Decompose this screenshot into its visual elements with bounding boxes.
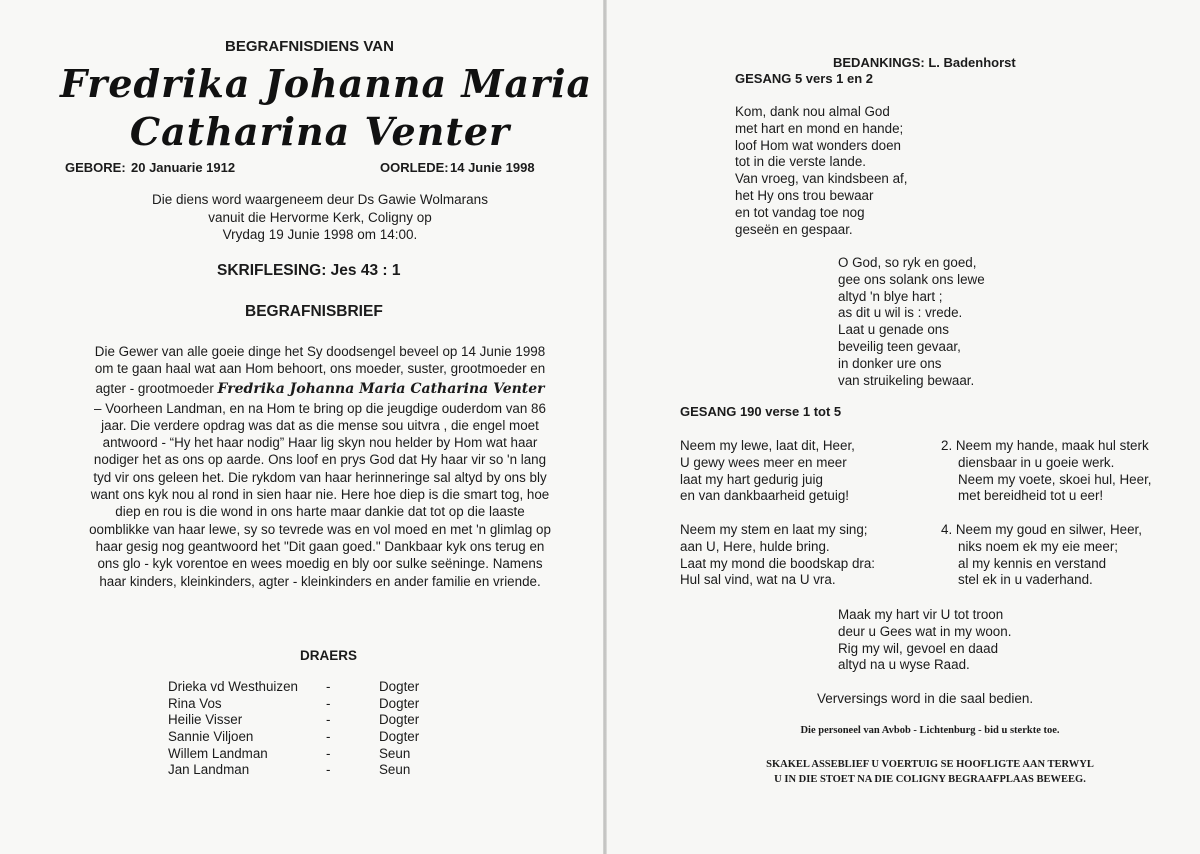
verse-line: stel ek in u vaderhand. — [958, 572, 1093, 588]
verse-line: aan U, Here, hulde bring. — [680, 538, 830, 554]
bearer-relation: Dogter — [379, 712, 420, 728]
letter-line: – Voorheen Landman, en na Hom te bring op die jeugdige ouderdom van 86 — [94, 400, 546, 416]
bearer-dash: - — [326, 762, 331, 778]
verse-line: deur u Gees wat in my woon. — [838, 623, 1012, 639]
verse-line: gee ons solank ons lewe — [838, 271, 985, 287]
hymn1-title: GESANG 5 vers 1 en 2 — [735, 71, 874, 86]
bearers-list — [168, 679, 419, 779]
verse-line: 2. Neem my hande, maak hul sterk — [941, 438, 1149, 453]
died-value: 14 Junie 1998 — [450, 160, 535, 175]
verse-line: laat my hart gedurig juig — [680, 471, 823, 487]
born-label: GEBORE: — [65, 160, 126, 175]
bearer-dash: - — [326, 712, 331, 728]
letter-line: Die Gewer van alle goeie dinge het Sy doodsengel beveel op 14 Junie 1998 — [94, 344, 546, 359]
letter-line: diep en rou is die wond in ons harte maar dankie dat tot op die laaste — [115, 504, 525, 520]
deceased-name-line1: Fredrika Johanna Maria — [60, 61, 593, 106]
service-info-line: Die diens word waargeneem deur Ds Gawie Wolmarans — [152, 192, 488, 207]
refreshments-note: Verversings word in die saal bedien. — [817, 691, 1034, 706]
bearer-relation: Seun — [379, 762, 411, 778]
page-fold — [603, 0, 607, 854]
service-info-line: Vrydag 19 Junie 1998 om 14:00. — [222, 227, 418, 242]
letter-line: antwoord - “Hy het haar nodig” Haar lig skyn nou helder by Hom wat haar — [102, 435, 538, 451]
letter-line: tyd vir ons geleen het. Die rykdom van haar herinneringe sal altyd by ons bly — [93, 469, 547, 485]
verse-line: loof Hom wat wonders doen — [735, 137, 901, 153]
hymn2-title: GESANG 190 verse 1 tot 5 — [680, 404, 842, 419]
bearer-dash: - — [326, 729, 331, 745]
letter-inline-name: Fredrika Johanna Maria Catharina Venter — [217, 380, 545, 397]
verse-line: Rig my wil, gevoel en daad — [838, 640, 999, 656]
bearer-row — [168, 679, 419, 696]
hymn1-verse2 — [838, 255, 985, 389]
bearer-relation: Dogter — [379, 729, 420, 745]
bearer-name: Heilie Visser — [168, 712, 243, 728]
verse-line: en van dankbaarheid getuig! — [680, 488, 850, 504]
bearer-name: Drieka vd Westhuizen — [168, 679, 298, 694]
verse-line: O God, so ryk en goed, — [838, 255, 977, 270]
deceased-name-line2: Catharina Venter — [129, 109, 511, 154]
verse-line: niks noem ek my eie meer; — [958, 538, 1119, 554]
hymn1-verse1 — [735, 104, 907, 238]
letter-line: haar gesig nog geantwoord het "Dit gaan goed." Dankbaar kyk ons terug en — [95, 538, 545, 554]
verse-line: as dit u wil is : vrede. — [838, 305, 963, 321]
verse-line: het Hy ons trou bewaar — [735, 187, 874, 203]
bearer-relation: Dogter — [379, 695, 420, 711]
staff-note: Die personeel van Avbob - Lichtenburg - bid u sterkte toe. — [800, 725, 1060, 736]
verse-line: met hart en mond en hande; — [735, 120, 904, 136]
letter-line: ons glo - kyk vorentoe en wees moedig en bly oor sulke seëninge. Namens — [97, 556, 543, 572]
verse-line: U gewy wees meer en meer — [680, 454, 847, 470]
hymn2-verse1 — [680, 438, 855, 505]
verse-line: beveilig teen gevaar, — [838, 338, 961, 354]
hymn2-verse4 — [941, 522, 1142, 589]
bearer-row — [168, 696, 419, 713]
service-heading: BEGRAFNISDIENS VAN — [225, 38, 394, 55]
verse-line: diensbaar in u goeie werk. — [958, 454, 1115, 470]
bearer-row — [168, 762, 419, 779]
request-line: SKAKEL ASSEBLIEF U VOERTUIG SE HOOFLIGTE AAN TERWYL — [766, 759, 1094, 770]
verse-line: Van vroeg, van kindsbeen af, — [735, 171, 908, 187]
verse-line: Hul sal vind, wat na U vra. — [680, 572, 836, 588]
request-line: U IN DIE STOET NA DIE COLIGNY BEGRAAFPLAAS BEWEEG. — [774, 774, 1086, 785]
service-info — [60, 191, 580, 244]
bearer-name: Sannie Viljoen — [168, 729, 254, 745]
hymn2-verse3 — [680, 522, 875, 589]
verse-line: Laat u genade ons — [838, 322, 949, 338]
letter-line: jaar. Die verdere opdrag was dat as die mense sou uitvra , die engel moet — [101, 417, 539, 433]
letter-line: want ons kyk nou al rond in sien haar nie. Here hoe diep is die smart tog, hoe — [90, 487, 550, 503]
verse-line: Kom, dank nou almal God — [735, 104, 890, 119]
bearer-relation: Dogter — [379, 679, 420, 694]
verse-line: tot in die verste lande. — [735, 154, 867, 170]
verse-line: en tot vandag toe nog — [735, 204, 865, 220]
died-label: OORLEDE: — [380, 160, 449, 175]
bearers-heading: DRAERS — [300, 648, 358, 663]
letter-line: haar kinders, kleinkinders, agter - kleinkinders en ander familie en vriende. — [99, 573, 541, 589]
verse-line: van struikeling bewaar. — [838, 372, 975, 388]
bearer-row — [168, 729, 419, 746]
verse-line: geseën en gespaar. — [735, 221, 853, 237]
bearer-name: Jan Landman — [168, 762, 250, 778]
bearer-row — [168, 712, 419, 729]
letter-name-line — [60, 378, 580, 400]
letter-line: om te gaan haal wat aan Hom behoort, ons moeder, suster, grootmoeder en — [94, 361, 546, 377]
letter-line: oomblikke van haar lewe, sy so tevrede was en vol moed en met 'n glimlag op — [89, 521, 551, 537]
service-info-line: vanuit die Hervorme Kerk, Coligny op — [208, 209, 432, 225]
hymn2-verse5 — [838, 607, 1011, 674]
verse-line: 4. Neem my goud en silwer, Heer, — [941, 522, 1142, 537]
bearer-dash: - — [326, 679, 331, 694]
bearer-dash: - — [326, 745, 331, 761]
born-value: 20 Januarie 1912 — [131, 160, 236, 175]
verse-line: Maak my hart vir U tot troon — [838, 607, 1004, 622]
letter-prefix: agter - grootmoeder — [95, 380, 214, 396]
letter-heading: BEGRAFNISBRIEF — [245, 303, 383, 320]
verse-line: Laat my mond die boodskap dra: — [680, 555, 876, 571]
bearer-dash: - — [326, 695, 331, 711]
headlights-request — [700, 757, 1160, 787]
verse-line: Neem my voete, skoei hul, Heer, — [958, 471, 1152, 487]
bearer-name: Rina Vos — [168, 695, 222, 711]
bearer-relation: Seun — [379, 745, 411, 761]
verse-line: altyd 'n blye hart ; — [838, 288, 943, 304]
verse-line: al my kennis en verstand — [958, 555, 1107, 571]
verse-line: Neem my lewe, laat dit, Heer, — [680, 438, 855, 453]
verse-line: altyd na u wyse Raad. — [838, 657, 970, 673]
funeral-letter — [60, 343, 580, 590]
letter-line: nodiger het as ons op aarde. Ons loof en prys God dat Hy haar vir so 'n lang — [93, 452, 547, 468]
verse-line: Neem my stem en laat my sing; — [680, 522, 868, 537]
verse-line: met bereidheid tot u eer! — [958, 488, 1104, 504]
hymn2-verse2 — [941, 438, 1152, 505]
scripture-reading: SKRIFLESING: Jes 43 : 1 — [217, 262, 401, 279]
bearer-row — [168, 746, 419, 763]
verse-line: in donker ure ons — [838, 355, 942, 371]
bearer-name: Willem Landman — [168, 745, 268, 761]
thanks-line: BEDANKINGS: L. Badenhorst — [833, 55, 1016, 70]
